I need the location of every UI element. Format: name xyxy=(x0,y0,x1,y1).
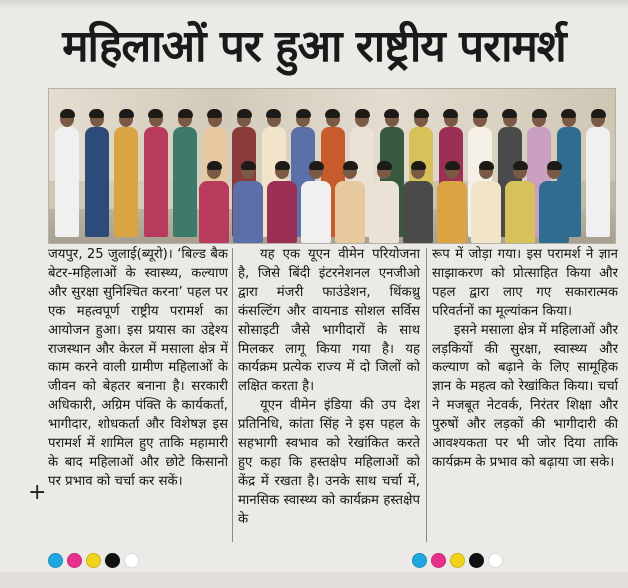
column2-paragraph-2: यूएन वीमेन इंडिया की उप देश प्रतिनिधि, कांता सिंह ने इस पहल के सहभागी स्वभाव को रेखांकित करते हुए कहा कि हस्तक्षेप महिलाओं को केंद्र में रखता है। उनके साथ चर्चा में, मानसिक स्वास्थ्य को कार्यक्रम हस्तक्षेप के xyxy=(238,398,420,527)
registration-color-dot xyxy=(105,553,120,568)
column2-paragraph-1: यह एक यूएन वीमेन परियोजना है, जिसे बिंदी इंटरनेशनल एनजीओ द्वारा मंजरी फाउंडेशन, थिंकथ्रु कंसल्टिंग और वायनाड सोशल सर्विस सोसाइटी जैसे भागीदारों के साथ मिलकर लागू किया गया है। यह कार्यक्रम प्रत्येक राज्य में दो जिलों को लक्षित करता है। xyxy=(238,247,420,395)
photo-person-hair xyxy=(532,109,547,118)
column1-text: ‘बिल्ड बैक बेटर-महिलाओं के स्वास्थ्य, कल्याण और सुरक्षा सुनिश्चित करना’ पहल पर एक महत्वपूर्ण राष्ट्रीय परामर्श का आयोजन हुआ। इस प्रयास का उद्देश्य राजस्थान और केरल में मसाला क्षेत्र में काम करने वाली ग्रामीण महिलाओं के जीवन को बेहतर बनाना है। सरकारी अधिकारी, अग्रिम पंक्ति के कार्यकर्ता, भागीदार, शोधकर्ता और विशेषज्ञ इस परामर्श में शामिल हुए ताकि महामारी के बाद महिलाओं और छोटे किसानो पर प्रभाव को चर्चा कर सकें। xyxy=(48,247,228,489)
photo-person-hair xyxy=(60,109,75,118)
photo-person xyxy=(539,181,569,243)
top-page-strip xyxy=(0,0,628,10)
photo-person-hair xyxy=(325,109,340,118)
registration-color-dot xyxy=(469,553,484,568)
photo-person xyxy=(369,181,399,243)
column3-paragraph-1: रूप में जोड़ा गया। इस परामर्श ने ज्ञान साझाकरण को प्रोत्साहित किया और पहल द्वारा लाए गए सकारात्मक परिवर्तनों का मूल्यांकन किया। xyxy=(432,247,618,319)
registration-marks-right xyxy=(412,553,503,567)
article-column-2 xyxy=(238,246,420,544)
photo-person-hair xyxy=(414,109,429,118)
photo-person-hair xyxy=(119,109,134,118)
registration-color-dot xyxy=(67,553,82,568)
photo-person xyxy=(233,181,263,243)
photo-person-hair xyxy=(148,109,163,118)
article-body xyxy=(48,246,618,544)
photo-person xyxy=(471,181,501,243)
registration-marks-left xyxy=(48,553,139,567)
registration-color-dot xyxy=(48,553,63,568)
photo-person xyxy=(335,181,365,243)
photo-person-hair xyxy=(89,109,104,118)
registration-color-dot xyxy=(124,553,139,568)
photo-person-hair xyxy=(443,109,458,118)
photo-person xyxy=(586,127,610,237)
photo-person-hair xyxy=(355,109,370,118)
photo-person xyxy=(55,127,79,237)
photo-person-hair xyxy=(178,109,193,118)
photo-person-hair xyxy=(207,109,222,118)
margin-plus-mark: + xyxy=(28,480,47,505)
photo-person-hair xyxy=(343,161,358,170)
registration-color-dot xyxy=(86,553,101,568)
photo-person-hair xyxy=(309,161,324,170)
article-column-3 xyxy=(432,246,618,544)
photo-person-hair xyxy=(479,161,494,170)
photo-person-hair xyxy=(445,161,460,170)
photo-person-hair xyxy=(547,161,562,170)
photo-person-hair xyxy=(237,109,252,118)
photo-person xyxy=(173,127,197,237)
bottom-page-strip xyxy=(0,572,628,588)
photo-person-hair xyxy=(591,109,606,118)
column-separator xyxy=(426,248,427,542)
photo-person-hair xyxy=(296,109,311,118)
photo-person xyxy=(85,127,109,237)
dateline: जयपुर, 25 जुलाई(ब्यूरो)। xyxy=(48,247,173,262)
photo-person xyxy=(301,181,331,243)
photo-person xyxy=(437,181,467,243)
photo-person-hair xyxy=(473,109,488,118)
photo-person-hair xyxy=(207,161,222,170)
column-separator xyxy=(232,248,233,542)
photo-person-hair xyxy=(241,161,256,170)
photo-person-hair xyxy=(275,161,290,170)
photo-person-hair xyxy=(377,161,392,170)
headline: महिलाओं पर हुआ राष्ट्रीय परामर्श xyxy=(62,21,566,72)
column3-paragraph-2: इसने मसाला क्षेत्र में महिलाओं और लड़कियों की सुरक्षा, स्वास्थ्य और कल्याण को बढ़ाने के लिए सामूहिक ज्ञान के महत्व को रेखांकित किया। चर्चा ने मजबूत नेटवर्क, निरंतर शिक्षा और पुरुषों और लड़कों की भागीदारी की आवश्यकता पर भी जोर दिया ताकि कार्यक्रम के प्रभाव को बढ़ाया जा सके। xyxy=(432,322,618,470)
registration-color-dot xyxy=(450,553,465,568)
photo-person-hair xyxy=(384,109,399,118)
photo-person-hair xyxy=(561,109,576,118)
photo-person xyxy=(403,181,433,243)
photo-person-hair xyxy=(502,109,517,118)
photo-person xyxy=(199,181,229,243)
registration-color-dot xyxy=(412,553,427,568)
photo-person-hair xyxy=(266,109,281,118)
photo-person xyxy=(114,127,138,237)
registration-color-dot xyxy=(488,553,503,568)
dateline-paragraph xyxy=(48,246,228,492)
photo-person xyxy=(505,181,535,243)
photo-person xyxy=(144,127,168,237)
photo-person-hair xyxy=(513,161,528,170)
photo-person xyxy=(267,181,297,243)
registration-color-dot xyxy=(431,553,446,568)
photo-person-hair xyxy=(411,161,426,170)
group-photo xyxy=(48,88,616,244)
article-column-1 xyxy=(48,246,228,544)
